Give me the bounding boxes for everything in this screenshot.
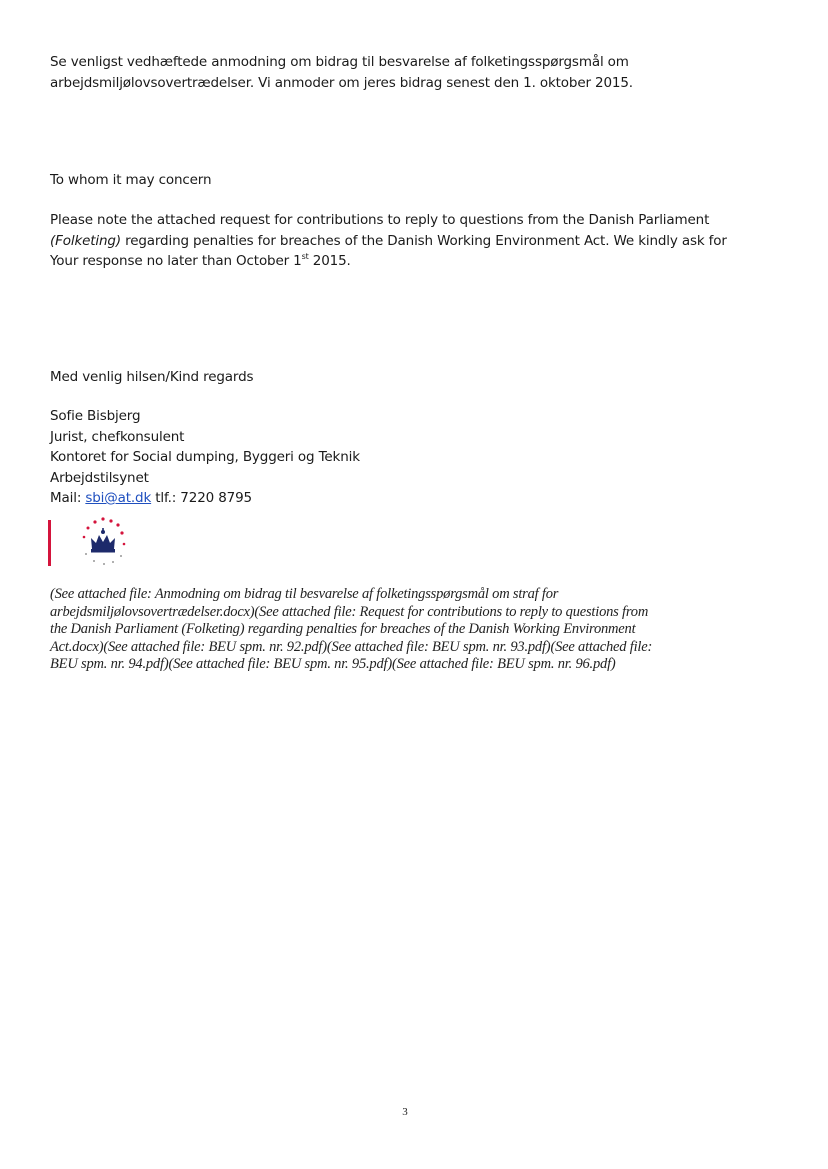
phone-text: tlf.: 7220 8795 (151, 490, 252, 506)
signer-title: Jurist, chefkonsulent (50, 428, 185, 445)
attachment-line-4: Act.docx)(See attached file: BEU spm. nr. 92.pdf)(See attached file: BEU spm. nr. 93.pdf)(See attached file: (50, 638, 653, 655)
english-line-2-rest: regarding penalties for breaches of the Danish Working Environment Act. We kindly ask for (120, 232, 727, 249)
danish-paragraph (50, 52, 770, 93)
signer-department: Kontoret for Social dumping, Byggeri og Teknik (50, 449, 360, 465)
danish-line-1: Se venligst vedhæftede anmodning om bidrag til besvarelse af folketingsspørgsmål om (50, 54, 629, 70)
english-line-3 (50, 251, 790, 272)
attachment-line-2: arbejdsmiljølovsovertrædelser.docx)(See attached file: Request for contributions to reply to questions from (50, 603, 649, 620)
attachments-note (50, 586, 770, 674)
greeting: To whom it may concern (50, 172, 212, 188)
page-number: 3 (402, 1106, 408, 1118)
signer-name: Sofie Bisbjerg (50, 408, 141, 424)
folketing-term: (Folketing) (50, 232, 121, 249)
signer-organization: Arbejdstilsynet (50, 469, 149, 486)
danish-line-2: arbejdsmiljølovsovertrædelser. Vi anmoder om jeres bidrag senest den 1. oktober 2015. (50, 74, 633, 91)
attachment-line-1: (See attached file: Anmodning om bidrag til besvarelse af folketingsspørgsmål om straf for (50, 586, 559, 602)
english-line-1: Please note the attached request for contributions to reply to questions from the Danish Parliament (50, 212, 710, 228)
english-line-3-post: 2015. (308, 253, 351, 269)
logo-accent-bar (48, 520, 51, 566)
english-line-3-pre: Your response no later than October 1 (50, 253, 302, 269)
attachment-line-3: the Danish Parliament (Folketing) regarding penalties for breaches of the Danish Working Environment (50, 621, 636, 637)
closing-regards: Med venlig hilsen/Kind regards (50, 369, 254, 385)
email-link[interactable]: sbi@at.dk (85, 490, 152, 506)
mail-label: Mail: (50, 490, 86, 506)
attachment-line-5: BEU spm. nr. 94.pdf)(See attached file: BEU spm. nr. 95.pdf)(See attached file: BEU spm. nr. 96.pdf) (50, 656, 616, 672)
signature-block (50, 406, 360, 509)
english-paragraph (50, 210, 790, 272)
english-line-2 (50, 231, 790, 252)
crown-icon (91, 528, 115, 553)
ordinal-suffix: st (301, 252, 309, 261)
contact-line (50, 488, 360, 509)
arbejdstilsynet-logo (48, 516, 138, 572)
